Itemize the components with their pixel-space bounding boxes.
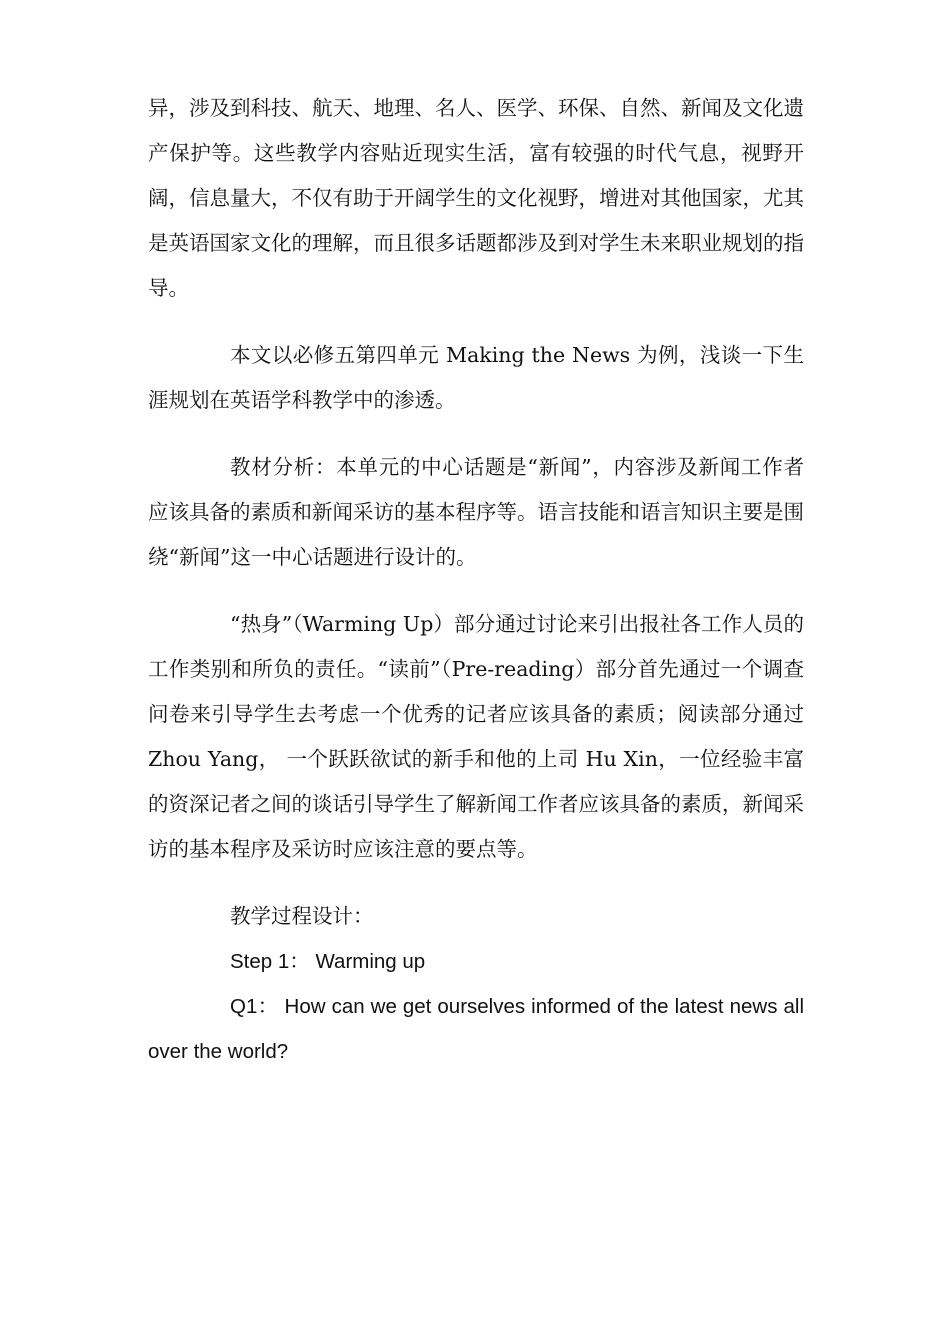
paragraph-teaching-process-heading: 教学过程设计： <box>230 904 374 928</box>
paragraph-intro-continued: 异，涉及到科技、航天、地理、名人、医学、环保、自然、新闻及文化遗产保护等。这些教学内容贴近现实生活，富有较强的时代气息，视野开阔，信息量大，不仅有助于开阔学生的文化视野，增进对其他国家，尤其是英语国家文化的理解，而且很多话题都涉及到对学生未来职业规划的指导。 <box>148 96 804 300</box>
question-1: Q1： How can we get ourselves informed of the latest news all over the world? <box>148 995 804 1063</box>
paragraph-warming-up-reading: “热身”（Warming Up）部分通过讨论来引出报社各工作人员的工作类别和所负的责任。“读前”（Pre-reading）部分首先通过一个调查问卷来引导学生去考虑一个优秀的记者应该具备的素质；阅读部分通过 Zhou Yang， 一个跃跃欲试的新手和他的上司 Hu Xin，一位经验丰富的资深记者之间的谈话引导学生了解新闻工作者应该具备的素质，新闻采访的基本程序及采访时应该注意的要点等。 <box>148 612 804 861</box>
paragraph-textbook-analysis: 教材分析：本单元的中心话题是“新闻”，内容涉及新闻工作者应该具备的素质和新闻采访的基本程序等。语言技能和语言知识主要是围绕“新闻”这一中心话题进行设计的。 <box>148 455 804 569</box>
paragraph-making-the-news: 本文以必修五第四单元 Making the News 为例，浅谈一下生涯规划在英语学科教学中的渗透。 <box>148 343 804 412</box>
document-page <box>148 86 804 1074</box>
step-1-heading: Step 1： Warming up <box>230 950 426 973</box>
